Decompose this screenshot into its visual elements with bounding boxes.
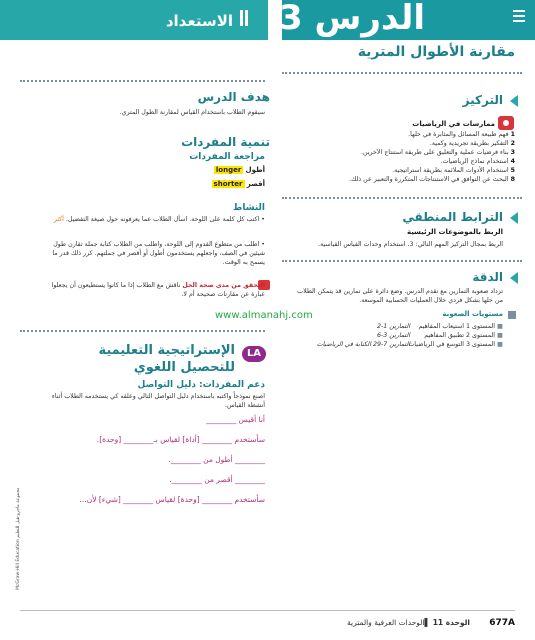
strategy-title: الإستراتيجية التعليمية للتحصيل اللغوي — [98, 343, 235, 375]
strategy-intro: اصنع نموذجاً واكتبه باستخدام دليل التواصل التالي وعلقه كي يستخدمه الطلاب أثناء أنشطة القياس. — [51, 393, 265, 409]
list-item: 1 فهم طبيعة المسائل والمثابرة في حلها. — [408, 131, 515, 138]
la-badge: LA — [242, 346, 266, 362]
list-item: ________ أقصر من ________. — [169, 475, 265, 484]
list-item: التمارين 3-6 — [376, 332, 410, 339]
list-item: سأستخدم ________ [أداة] لقياس بـ________ [وحدة]. — [96, 435, 265, 444]
vocab-subtitle: مراجعة المفردات — [189, 152, 265, 162]
divider — [282, 260, 522, 262]
practices-list — [300, 130, 515, 184]
bars-icon — [240, 10, 250, 30]
list-item: ■ المستوى 2 تطبيق المفاهيم — [424, 332, 503, 339]
list-item: التمارين 7-29 الكتابة في الرياضيات — [316, 341, 410, 348]
list-item: 3 بناء فرضيات عملية والتعليق على طريقة استنتاج الآخرين. — [360, 149, 515, 156]
activity-bullet: • اكتب كل كلمة على اللوحة. اسأل الطلاب عما يعرفونه حول صيغة التفضيل. أكثر — [53, 216, 265, 223]
list-item: 4 استخدام نماذج الرياضيات. — [440, 158, 515, 165]
page-number: 677A — [489, 618, 515, 628]
watermark: www.almanahj.com — [215, 310, 313, 321]
list-item: ■ المستوى 3 التوسع في الرياضيات — [408, 341, 503, 348]
list-item: سأستخدم ________ [وحدة] لقياس ________ [شيء] لأن... — [79, 495, 265, 504]
practices-badge-icon — [498, 116, 514, 130]
coherence-text: الربط بمجال التركيز المهم التالي: 3. استخدام وحدات القياس القياسية. — [318, 241, 503, 248]
divider — [20, 330, 265, 332]
section-arrow-icon — [510, 272, 518, 284]
rigor-text: تزداد صعوبة التمارين مع تقدم الدرس. وضع دائرة على تمارين قد يتمكن الطلاب من حلها بشكل فردي خلال العمليات الحسابية الموسعة. — [297, 288, 503, 304]
activity-title: النشاط — [232, 203, 265, 213]
activity-bullet: التحقق من مدى صحة الحل ناقش مع الطلاب إذا ما كانوا يستطيعون أن يجعلوا عبارة عن مقارنات صحيحة أم لا. — [51, 282, 265, 298]
list-item: 8 البحث عن التوافق في الاستنتاجات المتكررة والتعبير عن ذلك. — [349, 176, 515, 183]
list-item: 5 استخدام الأدوات الملائمة بطريقة استراتيجية. — [392, 167, 515, 174]
vocab-word: أقصر shorter — [213, 180, 265, 188]
list-item: ________ أطول من ________. — [168, 455, 265, 464]
exercises-list — [300, 322, 410, 349]
vocab-title: تنمية المفردات — [181, 135, 270, 149]
strategy-subtitle: دعم المفردات: دليل التواصل — [137, 380, 265, 390]
rigor-title: الدقة — [472, 270, 503, 284]
footer — [0, 610, 535, 640]
lesson-subtitle: مقارنة الأطوال المترية — [357, 44, 515, 60]
lesson-title: الدرس 3 — [278, 0, 425, 38]
list-item: 2 التفكير بطريقة تجريدية وكمية. — [429, 140, 515, 147]
divider — [282, 197, 522, 199]
unit-label: الوحدة 11 ▌الوحدات العرفية والمترية — [346, 618, 470, 627]
activity-bullet: • اطلب من متطوع القدوم إلى اللوحة، واطلب من الطلاب كتابة جملة تقارن طول شيئين في الصف، واجعلهم يستخدمون أطول أو أقصر في جملتهم. كرر ذلك قدر ما يسمح به الوقت. — [52, 241, 265, 266]
chart-icon — [508, 311, 516, 319]
side-copyright: McGraw-Hill Education مجموعة ماجرو-هيل للتعليم — [16, 487, 21, 590]
menu-icon[interactable] — [513, 10, 525, 25]
vocab-word: أطول longer — [215, 166, 265, 174]
section-arrow-icon — [510, 212, 518, 224]
goal-text: سيقوم الطلاب باستخدام القياس لمقارنة الطول المتري. — [119, 109, 265, 116]
coherence-title: الترابط المنطقي — [402, 210, 503, 224]
divider — [282, 72, 522, 74]
preparation-title: الاستعداد — [165, 12, 233, 30]
levels-title: مستويات الصعوبة — [442, 310, 503, 318]
goal-title: هدف الدرس — [197, 90, 270, 104]
practices-title: ممارسات في الرياضيات — [412, 120, 495, 128]
list-item: التمارين 1-2 — [376, 323, 410, 330]
coherence-subtitle: الربط بالموضوعات الرئيسية — [406, 228, 503, 236]
focus-title: التركيز — [462, 93, 503, 107]
divider — [20, 80, 265, 82]
section-arrow-icon — [510, 95, 518, 107]
list-item: ■ المستوى 1 استيعاب المفاهيم — [418, 323, 503, 330]
list-item: أنا أقيس ________ — [206, 415, 265, 424]
frames-list — [40, 410, 265, 510]
